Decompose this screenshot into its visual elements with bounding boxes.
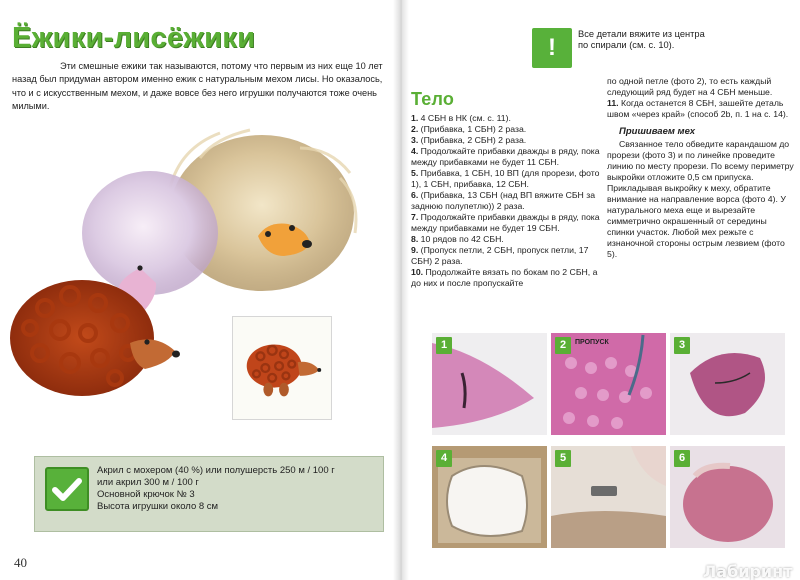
step-item: 4. Продолжайте прибавки дважды в ряду, пока между прибавками не будет 11 СБН.	[411, 146, 600, 167]
step-item: 9. (Пропуск петли, 2 СБН, пропуск петли, 17 СБН) 2 раза.	[411, 245, 589, 266]
step-continuation: по одной петле (фото 2), то есть каждый следующий ряд будет на 4 СБН меньше.	[607, 76, 773, 97]
fur-section-title: Пришиваем мех	[619, 126, 696, 137]
checkmark-icon	[45, 467, 89, 511]
materials-list	[97, 465, 335, 513]
step-item: 2. (Прибавка, 1 СБН) 2 раза.	[411, 124, 527, 134]
step-photo-6	[670, 446, 785, 548]
step-item: 5. Прибавка, 1 СБН, 10 ВП (для прорези, фото 1), 1 СБН, прибавка, 12 СБН.	[411, 168, 600, 189]
step-photo-1	[432, 333, 547, 435]
page-number: 40	[14, 555, 27, 570]
intro-text: Эти смешные ежики так называются, потому что первым из них еще 10 лет назад был придуман автором именно ежик с натуральным мехом лисы. Но оказалось, что и с искусственным мехом, и даже вовсе без него игрушки получаются тоже очень милыми.	[12, 61, 383, 112]
step-item: 1. 4 СБН в НК (см. с. 11).	[411, 113, 511, 123]
step-item: 6. (Прибавка, 13 СБН (над ВП вяжите СБН за заднюю полупетлю)) 2 раза.	[411, 190, 596, 211]
step-item: 3. (Прибавка, 2 СБН) 2 раза.	[411, 135, 527, 145]
step-item: 11. Когда останется 8 СБН, зашейте деталь швом «через край» (способ 2b, п. 1 на с. 14).	[607, 98, 789, 119]
step-photo-4	[432, 446, 547, 548]
photo-number: 4	[436, 450, 452, 467]
step-photo-3	[670, 333, 785, 435]
small-hedgehog-photo	[232, 316, 332, 420]
photo-number: 1	[436, 337, 452, 354]
material-line: Основной крючок № 3	[97, 489, 195, 500]
photo-number: 2	[555, 337, 571, 354]
photo-number: 6	[674, 450, 690, 467]
section-title-body: Тело	[411, 89, 455, 109]
instructions-column-2	[607, 76, 795, 260]
photo-number: 5	[555, 450, 571, 467]
tip-note	[532, 28, 708, 83]
hedgehogs-photo	[0, 118, 395, 418]
tip-text: Все детали вяжите из центра по спирали (см. с. 10).	[578, 29, 705, 51]
material-line: Акрил с мохером (40 %) или полушерсть 250 м / 100 г	[97, 465, 335, 476]
page-title: Ёжики-лисёжики	[12, 22, 256, 54]
exclamation-icon: !	[532, 28, 572, 68]
right-page	[405, 0, 800, 580]
photo-label: ПРОПУСК	[575, 339, 609, 346]
step-photo-5	[551, 446, 666, 548]
step-item: 8. 10 рядов по 42 СБН.	[411, 234, 504, 244]
material-line: или акрил 300 м / 100 г	[97, 477, 199, 488]
step-photo-2	[551, 333, 666, 435]
materials-box	[34, 456, 384, 532]
step-item: 10. Продолжайте вязать по бокам по 2 СБН, а до них и после пропускайте	[411, 267, 598, 288]
material-line: Высота игрушки около 8 см	[97, 501, 219, 512]
fur-instructions: Связанное тело обведите карандашом до прорези (фото 3) и по линейке проведите линию по месту прорези. По всему периметру выкройки отложите 0,5 см припуска. Прикладывая выкройку к меху, обратите внимание на направление ворса (фото 4). У натурального меха еще и вырезайте симметрично окрашенный от середины спинки участок. Любой мех режьте с изнаночной стороны острым лезвием (фото 5).	[607, 139, 794, 259]
watermark: Лабиринт	[703, 562, 793, 580]
instructions-column-1	[411, 89, 602, 289]
photo-number: 3	[674, 337, 690, 354]
step-item: 7. Продолжайте прибавки дважды в ряду, пока между прибавками не будет 19 СБН.	[411, 212, 600, 233]
